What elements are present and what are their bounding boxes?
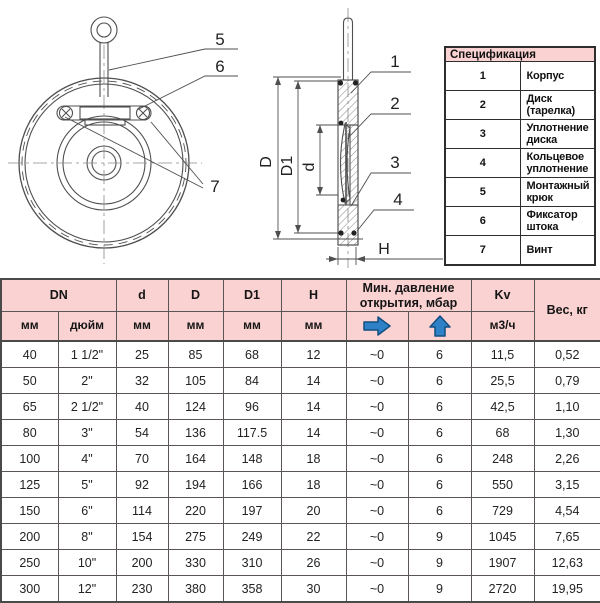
cell-dn-mm: 65 (1, 394, 58, 420)
cell-pressure-h: ~0 (346, 394, 408, 420)
table-row (1, 420, 600, 446)
cell-d: 200 (116, 550, 168, 576)
cell-D1: 68 (223, 341, 281, 368)
spec-item-name: Кольцевое уплотнение (520, 149, 595, 178)
cell-pressure-h: ~0 (346, 498, 408, 524)
cell-pressure-h: ~0 (346, 420, 408, 446)
cell-D1: 310 (223, 550, 281, 576)
spec-row (445, 149, 595, 178)
cell-D: 105 (168, 368, 223, 394)
callout-7-screw: 7 (210, 177, 220, 196)
cell-weight: 2,26 (534, 446, 600, 472)
col-header-pressure: Мин. давление открытия, мбар (346, 279, 471, 312)
cell-pressure-v: 6 (408, 341, 471, 368)
cell-dn-inch: 5" (58, 472, 116, 498)
unit-mm: мм (281, 312, 346, 342)
spec-row (445, 178, 595, 207)
cell-dn-inch: 3" (58, 420, 116, 446)
cell-D1: 96 (223, 394, 281, 420)
table-row (1, 576, 600, 603)
table-row (1, 524, 600, 550)
cell-D: 136 (168, 420, 223, 446)
spec-item-number: 1 (445, 62, 520, 91)
spec-item-name: Корпус (520, 62, 595, 91)
front-view-drawing (0, 0, 245, 274)
cell-weight: 1,30 (534, 420, 600, 446)
cell-pressure-v: 9 (408, 524, 471, 550)
cell-dn-mm: 50 (1, 368, 58, 394)
cell-H: 18 (281, 446, 346, 472)
cell-kv: 2720 (471, 576, 534, 603)
cell-H: 14 (281, 394, 346, 420)
cell-D1: 117.5 (223, 420, 281, 446)
callout-6-fixator: 6 (215, 57, 225, 76)
cell-dn-mm: 125 (1, 472, 58, 498)
flow-right-icon (362, 315, 392, 337)
spec-row (445, 91, 595, 120)
cell-weight: 19,95 (534, 576, 600, 603)
cell-kv: 1045 (471, 524, 534, 550)
cell-pressure-h: ~0 (346, 341, 408, 368)
spec-item-number: 2 (445, 91, 520, 120)
cell-pressure-v: 6 (408, 446, 471, 472)
cell-H: 14 (281, 368, 346, 394)
col-header-D1: D1 (223, 279, 281, 312)
cell-d: 25 (116, 341, 168, 368)
table-row (1, 446, 600, 472)
cell-H: 30 (281, 576, 346, 603)
cell-kv: 248 (471, 446, 534, 472)
cell-dn-mm: 250 (1, 550, 58, 576)
col-header-d: d (116, 279, 168, 312)
table-row (1, 472, 600, 498)
dim-D1-lines (294, 81, 338, 233)
cell-D: 330 (168, 550, 223, 576)
table-row (1, 550, 600, 576)
callout-3-disc-seal: 3 (390, 153, 400, 172)
spec-item-number: 4 (445, 149, 520, 178)
cell-H: 22 (281, 524, 346, 550)
cell-dn-mm: 40 (1, 341, 58, 368)
spec-item-name: Винт (520, 236, 595, 266)
cell-pressure-v: 9 (408, 550, 471, 576)
cell-dn-inch: 1 1/2" (58, 341, 116, 368)
cell-pressure-h: ~0 (346, 446, 408, 472)
dim-label-d: d (301, 162, 318, 172)
spec-row (445, 62, 595, 91)
cell-weight: 4,54 (534, 498, 600, 524)
spec-item-number: 6 (445, 207, 520, 236)
cell-dn-inch: 10" (58, 550, 116, 576)
cell-pressure-v: 6 (408, 368, 471, 394)
cell-D: 85 (168, 341, 223, 368)
col-header-D: D (168, 279, 223, 312)
cell-dn-mm: 200 (1, 524, 58, 550)
cell-pressure-h: ~0 (346, 576, 408, 603)
spec-item-number: 7 (445, 236, 520, 266)
dim-d-lines (316, 125, 338, 195)
specification-table (444, 46, 596, 266)
cell-weight: 7,65 (534, 524, 600, 550)
cell-d: 40 (116, 394, 168, 420)
dim-label-D1: D1 (279, 155, 296, 177)
cell-pressure-v: 9 (408, 576, 471, 603)
header-row-1 (1, 279, 600, 312)
cell-weight: 0,52 (534, 341, 600, 368)
cell-pressure-h: ~0 (346, 368, 408, 394)
cell-pressure-v: 6 (408, 420, 471, 446)
cell-dn-inch: 6" (58, 498, 116, 524)
cell-pressure-v: 6 (408, 472, 471, 498)
cell-dn-mm: 100 (1, 446, 58, 472)
cell-kv: 68 (471, 420, 534, 446)
cell-D: 194 (168, 472, 223, 498)
cell-pressure-h: ~0 (346, 550, 408, 576)
cell-dn-mm: 150 (1, 498, 58, 524)
unit-mm: мм (116, 312, 168, 342)
col-header-H: H (281, 279, 346, 312)
spec-row (445, 236, 595, 266)
table-row (1, 394, 600, 420)
cell-d: 114 (116, 498, 168, 524)
cell-weight: 1,10 (534, 394, 600, 420)
cell-kv: 729 (471, 498, 534, 524)
spec-item-name: Монтажный крюк (520, 178, 595, 207)
cell-H: 20 (281, 498, 346, 524)
flow-up-icon (427, 314, 453, 338)
table-row (1, 341, 600, 368)
spec-row (445, 207, 595, 236)
cell-weight: 3,15 (534, 472, 600, 498)
cell-dn-inch: 2 1/2" (58, 394, 116, 420)
cell-D1: 249 (223, 524, 281, 550)
cell-dn-inch: 8" (58, 524, 116, 550)
cell-H: 26 (281, 550, 346, 576)
cell-H: 14 (281, 420, 346, 446)
spec-header-row (445, 47, 595, 62)
dim-label-D: D (258, 156, 275, 168)
col-header-kv: Kv (471, 279, 534, 312)
spec-item-number: 5 (445, 178, 520, 207)
header-row-2 (1, 312, 600, 342)
cell-kv: 1907 (471, 550, 534, 576)
spec-title: Спецификация (445, 47, 595, 62)
flow-vertical-cell (408, 312, 471, 342)
cell-d: 154 (116, 524, 168, 550)
callout-4-oring: 4 (393, 190, 403, 209)
cell-dn-mm: 80 (1, 420, 58, 446)
cell-pressure-h: ~0 (346, 524, 408, 550)
cell-kv: 25,5 (471, 368, 534, 394)
dimensions-table (0, 278, 600, 603)
cell-D: 380 (168, 576, 223, 603)
cell-pressure-v: 6 (408, 498, 471, 524)
cell-dn-mm: 300 (1, 576, 58, 603)
spec-item-name: Уплотнение диска (520, 120, 595, 149)
cell-d: 230 (116, 576, 168, 603)
cell-kv: 11,5 (471, 341, 534, 368)
spec-item-number: 3 (445, 120, 520, 149)
cell-D: 164 (168, 446, 223, 472)
cell-H: 18 (281, 472, 346, 498)
unit-mm: мм (223, 312, 281, 342)
cell-d: 54 (116, 420, 168, 446)
unit-m3h: м3/ч (471, 312, 534, 342)
cell-kv: 550 (471, 472, 534, 498)
cell-H: 12 (281, 341, 346, 368)
col-header-weight: Вес, кг (534, 279, 600, 341)
cell-D1: 166 (223, 472, 281, 498)
cell-dn-inch: 2" (58, 368, 116, 394)
cell-D: 275 (168, 524, 223, 550)
col-header-dn: DN (1, 279, 116, 312)
cell-weight: 12,63 (534, 550, 600, 576)
callout-2-disc: 2 (390, 94, 400, 113)
cell-D: 124 (168, 394, 223, 420)
cell-d: 32 (116, 368, 168, 394)
cell-d: 70 (116, 446, 168, 472)
cell-pressure-v: 6 (408, 394, 471, 420)
cell-D1: 358 (223, 576, 281, 603)
cell-D1: 148 (223, 446, 281, 472)
table-row (1, 368, 600, 394)
callout-1-body: 1 (390, 52, 400, 71)
cell-D1: 197 (223, 498, 281, 524)
dim-label-H: H (378, 241, 390, 258)
unit-mm: мм (1, 312, 58, 342)
cell-pressure-h: ~0 (346, 472, 408, 498)
table-row (1, 498, 600, 524)
cell-dn-inch: 4" (58, 446, 116, 472)
cell-dn-inch: 12" (58, 576, 116, 603)
callout-5-hook: 5 (215, 30, 225, 49)
cell-D1: 84 (223, 368, 281, 394)
spec-row (445, 120, 595, 149)
cell-weight: 0,79 (534, 368, 600, 394)
cell-d: 92 (116, 472, 168, 498)
unit-mm: мм (168, 312, 223, 342)
spec-item-name: Фиксатор штока (520, 207, 595, 236)
side-view-drawing (238, 0, 448, 274)
unit-inch: дюйм (58, 312, 116, 342)
cell-kv: 42,5 (471, 394, 534, 420)
cell-D: 220 (168, 498, 223, 524)
flow-horizontal-cell (346, 312, 408, 342)
spec-item-name: Диск (тарелка) (520, 91, 595, 120)
